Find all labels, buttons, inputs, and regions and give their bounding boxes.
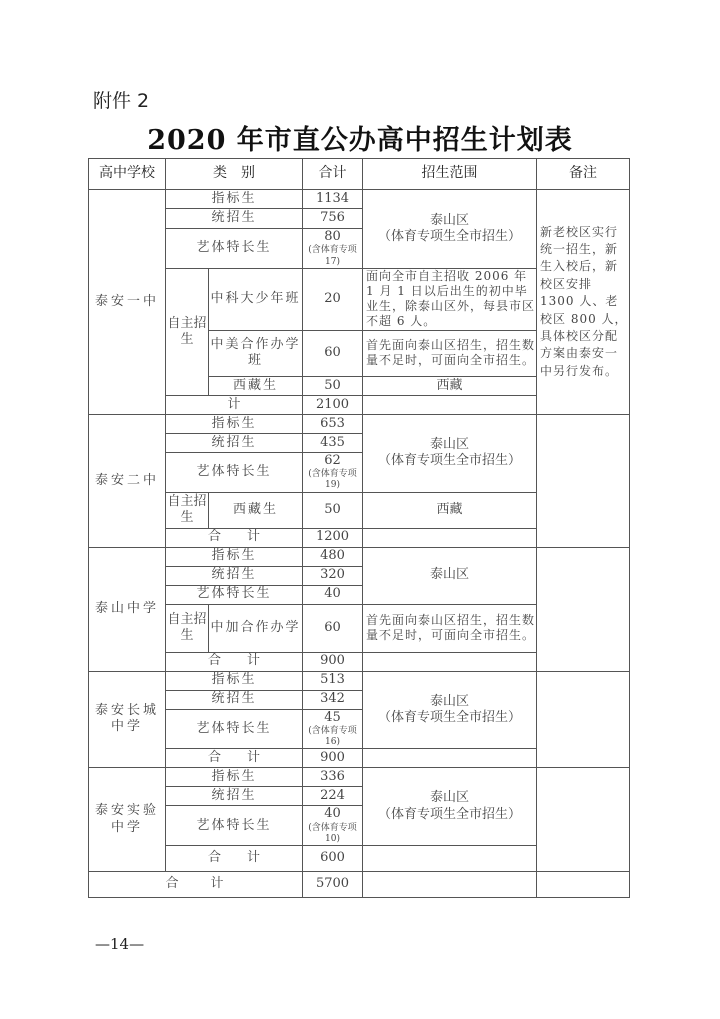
self-enroll-label: 自主招生 <box>166 492 209 528</box>
notes-cell <box>537 671 630 768</box>
subtotal-value: 1200 <box>303 528 363 547</box>
subtotal-label: 合 计 <box>166 528 303 547</box>
scope-cell: 西藏 <box>363 376 537 395</box>
enrollment-plan-table <box>88 158 630 898</box>
category-cell: 艺体特长生 <box>166 709 303 749</box>
category-cell: 指标生 <box>166 671 303 690</box>
scope-cell <box>363 528 537 547</box>
total-cell: 1134 <box>303 190 363 209</box>
category-cell: 西藏生 <box>209 376 303 395</box>
category-cell: 西藏生 <box>209 492 303 528</box>
category-cell: 中科大少年班 <box>209 268 303 330</box>
scope-cell <box>363 872 537 898</box>
total-cell: 342 <box>303 690 363 709</box>
subtotal-value: 900 <box>303 652 363 671</box>
category-cell: 指标生 <box>166 768 303 787</box>
subtotal-label: 合 计 <box>166 652 303 671</box>
scope-cell <box>363 414 537 492</box>
category-cell: 指标生 <box>166 414 303 433</box>
notes-cell: 新老校区实行统一招生，新生入校后，新校区安排 1300 人、老校区 800 人，具体校区分配方案由泰安一中另行发布。 <box>537 190 630 415</box>
scope-cell: 首先面向泰山区招生，招生数量不足时，可面向全市招生。 <box>363 604 537 652</box>
category-cell: 艺体特长生 <box>166 585 303 604</box>
total-cell: 60 <box>303 330 363 376</box>
scope-cell <box>363 652 537 671</box>
category-cell: 中加合作办学 <box>209 604 303 652</box>
subtotal-label: 合 计 <box>166 749 303 768</box>
school-name: 泰山中学 <box>89 547 166 671</box>
table-row <box>89 190 630 209</box>
total-cell <box>303 452 363 492</box>
category-cell: 艺体特长生 <box>166 806 303 846</box>
notes-cell <box>537 547 630 671</box>
total-cell: 336 <box>303 768 363 787</box>
scope-cell <box>363 846 537 872</box>
scope-cell: 泰山区 <box>363 547 537 604</box>
school-name: 泰安实验中学 <box>89 768 166 872</box>
category-cell: 统招生 <box>166 433 303 452</box>
category-cell: 艺体特长生 <box>166 452 303 492</box>
category-cell: 统招生 <box>166 209 303 229</box>
total-cell: 756 <box>303 209 363 229</box>
total-cell <box>303 229 363 269</box>
total-note: (含体育专项 17) <box>308 245 357 267</box>
subtotal-value: 2100 <box>303 395 363 414</box>
subtotal-value: 900 <box>303 749 363 768</box>
total-cell: 40 <box>303 585 363 604</box>
total-cell <box>303 806 363 846</box>
category-cell: 指标生 <box>166 190 303 209</box>
total-cell: 435 <box>303 433 363 452</box>
scope-text: 泰山区 <box>429 693 469 709</box>
header-scope: 招生范围 <box>363 159 537 190</box>
total-cell: 50 <box>303 376 363 395</box>
scope-cell <box>363 395 537 414</box>
subtotal-label: 合 计 <box>166 846 303 872</box>
scope-note: （体育专项生全市招生） <box>377 228 521 244</box>
total-note: (含体育专项 19) <box>308 469 357 491</box>
table-row <box>89 547 630 566</box>
table-row <box>89 414 630 433</box>
scope-cell <box>363 768 537 846</box>
total-cell <box>303 709 363 749</box>
page-title: 2020 年市直公办高中招生计划表 <box>147 125 573 156</box>
scope-cell: 面向全市自主招收 2006 年 1 月 1 日以后出生的初中毕业生，除泰山区外，每县市区不超 6 人。 <box>363 268 537 330</box>
scope-note: （体育专项生全市招生） <box>377 709 521 725</box>
subtotal-label: 计 <box>166 395 303 414</box>
scope-note: （体育专项生全市招生） <box>377 806 521 822</box>
header-school: 高中学校 <box>89 159 166 190</box>
school-name: 泰安长城中学 <box>89 671 166 768</box>
subtotal-value: 600 <box>303 846 363 872</box>
total-cell: 224 <box>303 787 363 806</box>
scope-cell <box>363 671 537 749</box>
notes-cell <box>537 414 630 547</box>
category-cell: 中美合作办学班 <box>209 330 303 376</box>
total-value: 62 <box>324 452 341 468</box>
total-value: 40 <box>324 806 341 822</box>
scope-text: 泰山区 <box>429 212 469 228</box>
notes-cell <box>537 768 630 872</box>
total-value: 45 <box>324 709 341 725</box>
scope-cell <box>363 749 537 768</box>
table-header-row <box>89 159 630 190</box>
scope-note: （体育专项生全市招生） <box>377 453 521 469</box>
total-cell: 653 <box>303 414 363 433</box>
header-notes: 备注 <box>537 159 630 190</box>
scope-cell: 西藏 <box>363 492 537 528</box>
scope-text: 泰山区 <box>429 790 469 806</box>
total-cell: 60 <box>303 604 363 652</box>
table-row <box>89 768 630 787</box>
total-note: (含体育专项 16) <box>308 725 357 747</box>
scope-cell: 首先面向泰山区招生，招生数量不足时，可面向全市招生。 <box>363 330 537 376</box>
grand-total-row <box>89 872 630 898</box>
total-cell: 320 <box>303 566 363 585</box>
category-cell: 艺体特长生 <box>166 229 303 269</box>
category-cell: 指标生 <box>166 547 303 566</box>
school-name: 泰安一中 <box>89 190 166 415</box>
total-cell: 513 <box>303 671 363 690</box>
notes-cell <box>537 872 630 898</box>
scope-cell <box>363 190 537 269</box>
category-cell: 统招生 <box>166 787 303 806</box>
grand-total-label: 合 计 <box>89 872 303 898</box>
self-enroll-label: 自主招生 <box>166 268 209 395</box>
page-number: —14— <box>95 935 145 953</box>
grand-total-value: 5700 <box>303 872 363 898</box>
school-name: 泰安二中 <box>89 414 166 547</box>
category-cell: 统招生 <box>166 690 303 709</box>
total-note: (含体育专项 10) <box>308 822 357 844</box>
total-cell: 20 <box>303 268 363 330</box>
total-cell: 480 <box>303 547 363 566</box>
total-value: 80 <box>324 229 341 244</box>
table-row <box>89 671 630 690</box>
scope-text: 泰山区 <box>429 436 469 452</box>
header-total: 合计 <box>303 159 363 190</box>
category-cell: 统招生 <box>166 566 303 585</box>
attachment-label: 附件 2 <box>93 90 150 112</box>
total-cell: 50 <box>303 492 363 528</box>
header-category: 类 别 <box>166 159 303 190</box>
self-enroll-label: 自主招生 <box>166 604 209 652</box>
